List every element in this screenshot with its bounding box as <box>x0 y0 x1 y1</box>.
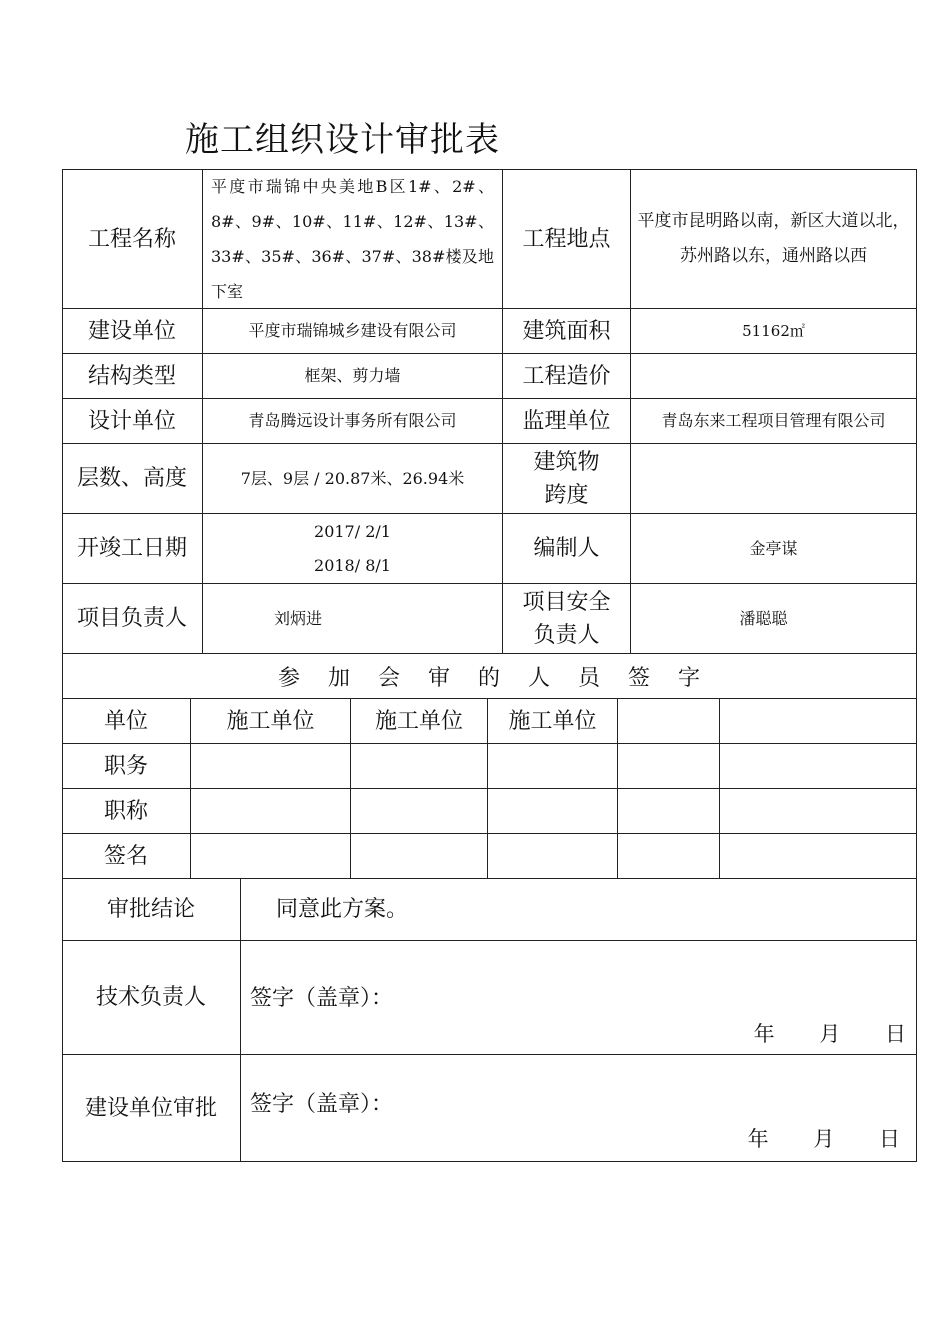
tech-lead-label: 技术负责人 <box>95 985 206 1010</box>
span-label-line1: 建筑物 <box>533 449 600 475</box>
builder-approval-sign-text: 签字（盖章）： <box>250 1091 394 1117</box>
author-label: 编制人 <box>533 536 600 561</box>
dates-label: 开竣工日期 <box>76 536 187 561</box>
signoff-unit-5 <box>720 699 916 743</box>
span-label <box>503 444 630 513</box>
signoff-unit-1: 施工单位 <box>226 708 315 734</box>
builder-label: 建设单位 <box>87 318 176 344</box>
dates-value <box>203 514 502 583</box>
floor-area-value: 51162㎡ <box>742 322 805 340</box>
structure-label: 结构类型 <box>87 363 176 389</box>
start-date: 2017/ 2/1 <box>314 521 391 541</box>
signoff-row-position: 职务 <box>103 753 148 779</box>
page-title: 施工组织设计审批表 <box>185 120 500 160</box>
project-site-label: 工程地点 <box>522 226 611 252</box>
signoff-row-title: 职称 <box>103 798 148 824</box>
project-name-value: 平度市瑞锦中央美地B区1#、2#、8#、9#、10#、11#、12#、13#、33#、35#、36#、37#、38#楼及地下室 <box>211 177 494 301</box>
signoff-row-unit: 单位 <box>103 708 148 734</box>
safety-label-line1: 项目安全 <box>522 589 611 615</box>
signoff-unit-2: 施工单位 <box>374 708 463 734</box>
designer-label: 设计单位 <box>87 408 176 434</box>
span-value <box>631 444 916 513</box>
cost-value <box>631 354 916 398</box>
conclusion-value: 同意此方案。 <box>276 897 409 922</box>
conclusion-label: 审批结论 <box>106 897 195 922</box>
manager-label: 项目负责人 <box>76 606 187 631</box>
builder-approval-date: 年 月 日 <box>747 1127 904 1151</box>
signoff-unit-3: 施工单位 <box>508 708 597 734</box>
project-name-label: 工程名称 <box>87 226 176 252</box>
signoff-row-signature: 签名 <box>103 843 148 869</box>
supervisor-label: 监理单位 <box>522 408 611 434</box>
safety-value: 潘聪聪 <box>739 608 788 628</box>
designer-value: 青岛腾远设计事务所有限公司 <box>248 411 457 430</box>
span-label-line2: 跨度 <box>544 482 589 508</box>
supervisor-value: 青岛东来工程项目管理有限公司 <box>661 411 886 430</box>
project-site-value: 平度市昆明路以南，新区大道以北，苏州路以东，通州路以西 <box>637 211 910 266</box>
structure-value: 框架、剪力墙 <box>304 366 401 385</box>
author-value: 金亭谋 <box>749 538 798 558</box>
safety-label <box>503 584 630 653</box>
cost-label: 工程造价 <box>522 363 611 389</box>
tech-lead-sign-text: 签字（盖章）： <box>250 985 394 1011</box>
signoff-unit-4 <box>618 699 719 743</box>
floors-value: 7层、9层 / 20.87米、26.94米 <box>240 468 465 488</box>
manager-value: 刘炳进 <box>273 608 322 628</box>
builder-value: 平度市瑞锦城乡建设有限公司 <box>248 321 457 340</box>
signoff-header: 参加会审的人员签字 <box>277 665 728 691</box>
floor-area-label: 建筑面积 <box>522 318 611 344</box>
tech-lead-date: 年 月 日 <box>753 1022 910 1046</box>
builder-approval-label: 建设单位审批 <box>84 1095 217 1121</box>
floors-label: 层数、高度 <box>76 466 187 491</box>
safety-label-line2: 负责人 <box>533 622 600 648</box>
end-date: 2018/ 8/1 <box>314 555 391 575</box>
